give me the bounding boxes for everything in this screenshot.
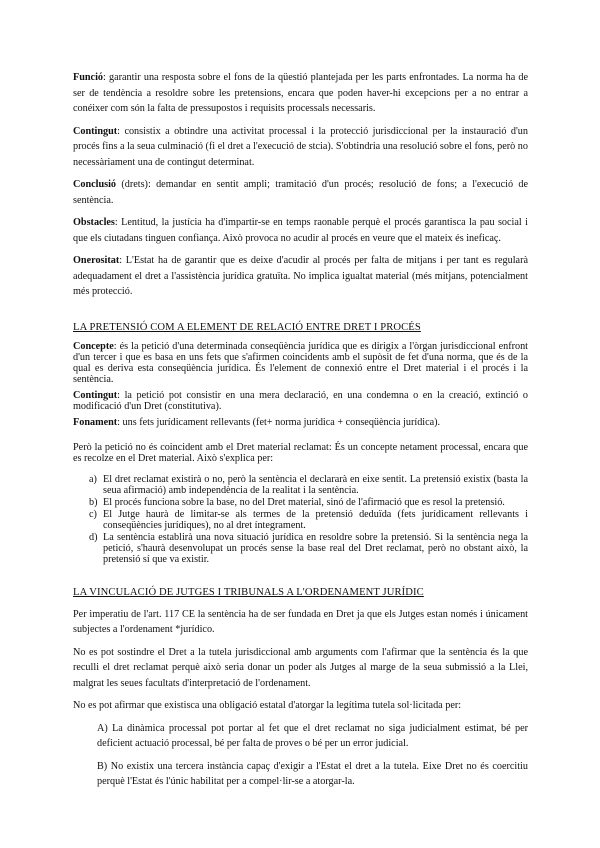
paragraph-obligacio: No es pot afirmar que existisca una obligació estatal d'atorgar la legítima tutela sol·licitada per: bbox=[73, 700, 462, 711]
text-fonament: : uns fets jurídicament rellevants (fet+ norma jurídica + conseqüència jurídica). bbox=[117, 417, 441, 428]
list-item bbox=[73, 497, 528, 508]
term-obstacles: Obstacles bbox=[73, 217, 115, 228]
list-marker: c) bbox=[89, 509, 97, 520]
paragraph-intro: Però la petició no és coincident amb el Dret material reclamat: És un concepte netament processal, encara que es recolze en el Dret material. Això s'explica per: bbox=[73, 442, 528, 464]
section-heading-pretensio: LA PRETENSIÓ COM A ELEMENT DE RELACIÓ ENTRE DRET I PROCÉS bbox=[73, 321, 421, 333]
text-conclusio: (drets): demandar en sentit ampli; tramitació d'un procés; resolució de fons; a l'execució de sentència. bbox=[73, 179, 528, 206]
pretensio-list bbox=[73, 474, 528, 565]
list-text: El procés funciona sobre la base, no del Dret material, sinó de l'afirmació que es resol la pretensió. bbox=[103, 497, 505, 508]
list-text: La sentència establirà una nova situació jurídica en resoldre sobre la pretensió. Si la sentència nega la petició, s'haurà desenvolupat un procés sense la base real del Dret reclamat, però no obstant això, la pretensió sí que va existir. bbox=[103, 532, 528, 565]
term-conclusio: Conclusió bbox=[73, 179, 117, 190]
term-contingut-pretensio: Contingut bbox=[73, 390, 118, 401]
paragraph-tutela: No es pot sostindre el Dret a la tutela jurisdiccional amb arguments com l'afirmar que la sentència és la que reculli el dret reclamat perquè això seria donar un poder als Jutges al marge de la seua submissió a la Llei, malgrat les seues facultats d'interpretació de l'ordenament. bbox=[73, 646, 528, 689]
text-concepte: : és la petició d'una determinada conseqüència jurídica que es dirigix a l'òrgan jurisdiccional enfront d'un tercer i que es basa en uns fets que s'afirmen coincidents amb el supòsit de fet d'una norma, que és de la qual es deriva esta conseqüència jurídica. És l'element de connexió entre el Dret material i el procés i la sentència. bbox=[73, 341, 528, 385]
paragraph-option-a: A) La dinàmica processal pot portar al fet que el dret reclamat no siga judicialment estimat, bé per deficient actuació processal, bé per falta de proves o bé per un error judicial. bbox=[97, 722, 528, 749]
list-marker: a) bbox=[89, 474, 97, 485]
term-funcio: Funció bbox=[73, 72, 104, 83]
term-contingut: Contingut bbox=[73, 125, 118, 137]
paragraph-funcio bbox=[73, 70, 528, 117]
paragraph-contingut bbox=[73, 124, 528, 171]
paragraph-contingut-pretensio bbox=[73, 390, 528, 412]
list-item bbox=[73, 474, 528, 496]
text-funcio: : garantir una resposta sobre el fons de la qüestió plantejada per les parts enfrontades. La norma ha de ser de tendència a resoldre sobre les pretensions, encara que poden haver-hi excepcions per a no entrar a conéixer com són la falta de pressupostos i requisits processals necessaris. bbox=[73, 72, 528, 114]
list-text: El dret reclamat existirà o no, però la sentència el declararà en eixe sentit. La pretensió existix (basta la seua afirmació) amb independència de la realitat i la sentència. bbox=[103, 474, 528, 496]
term-concepte: Concepte bbox=[73, 341, 114, 352]
list-item bbox=[73, 532, 528, 565]
text-onerositat: : L'Estat ha de garantir que es deixe d'acudir al procés per falta de mitjans i per tant es regularà adequadament el dret a l'assistència jurídica gratuïta. No implica igualtat material (més mitjans, potencialment més protecció. bbox=[73, 255, 528, 297]
document-page bbox=[73, 70, 528, 797]
paragraph-conclusio bbox=[73, 177, 528, 208]
list-marker: b) bbox=[89, 497, 98, 508]
paragraph-onerositat bbox=[73, 253, 528, 300]
paragraph-imperatiu: Per imperatiu de l'art. 117 CE la sentència ha de ser fundada en Dret ja que els Jutges estan només i únicament subjectes a l'ordenament *jurídico. bbox=[73, 608, 528, 635]
section-heading-vinculacio: LA VINCULACIÓ DE JUTGES I TRIBUNALS A L'ORDENAMENT JURÍDIC bbox=[73, 587, 424, 598]
text-obstacles: : Lentitud, la justícia ha d'impartir-se en temps raonable perquè el procés garantisca la pau social i que els ciutadans tinguen confiança. Això provoca no acudir al procés en veure que el mateix és ineficaç. bbox=[73, 217, 528, 244]
text-contingut-pretensio: : la petició pot consistir en una mera declaració, en una condemna o en la creació, extinció o modificació d'un Dret (constitutiva). bbox=[73, 390, 528, 412]
paragraph-fonament bbox=[73, 417, 528, 428]
paragraph-concepte bbox=[73, 341, 528, 385]
list-text: El Jutge haurà de limitar-se als termes de la pretensió deduïda (fets jurídicament rellevants i conseqüències jurídiques), no al dret íntegrament. bbox=[103, 509, 528, 531]
list-item bbox=[73, 509, 528, 531]
term-onerositat: Onerositat bbox=[73, 255, 120, 266]
paragraph-obstacles bbox=[73, 215, 528, 246]
text-contingut: : consistix a obtindre una activitat processal i la protecció jurisdiccional per la instauració d'un procés fins a la seua culminació (fi el dret a l'execució de stcia). S'obtindria una resolució sobre el fons, però no necessàriament una de contingut determinat. bbox=[73, 125, 528, 168]
list-marker: d) bbox=[89, 532, 98, 543]
paragraph-option-b: B) No existix una tercera instància capaç d'exigir a l'Estat el dret a la tutela. Eixe Dret no és coercitiu perquè l'Estat és l'únic habilitat per a compel·lir-se a atorgar-la. bbox=[97, 760, 528, 787]
term-fonament: Fonament bbox=[73, 417, 118, 428]
